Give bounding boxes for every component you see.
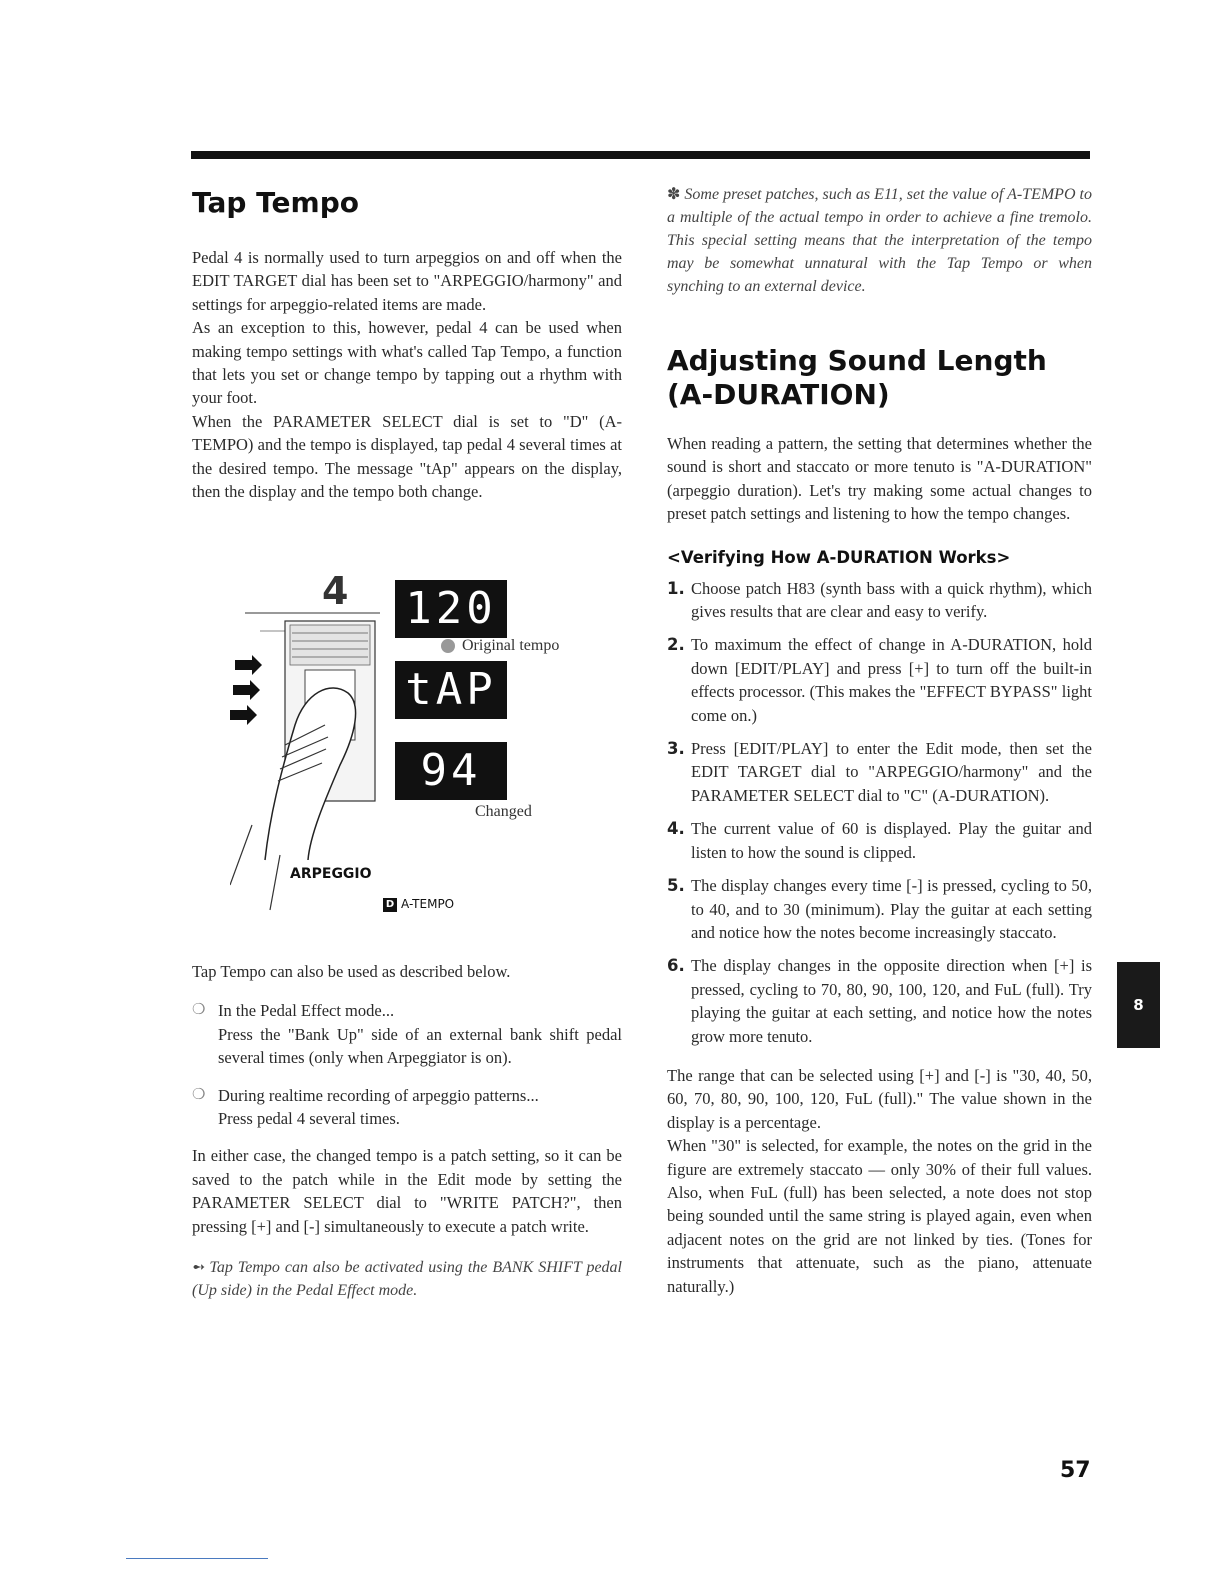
footer-line <box>126 1558 268 1559</box>
left-column-lower <box>192 960 622 1302</box>
display-original: 120 <box>395 580 507 638</box>
bullet-1-line-1: In the Pedal Effect mode... <box>218 1001 395 1021</box>
step-number: 2. <box>667 635 685 655</box>
display-changed: 94 <box>395 742 507 800</box>
preset-patch-note <box>667 183 1092 298</box>
label-changed: Changed <box>475 803 532 820</box>
bullet-2-line-1: During realtime recording of arpeggio patterns... <box>218 1085 539 1105</box>
step-number: 5. <box>667 876 685 896</box>
right-column <box>667 183 1092 1298</box>
preset-note-text: Some preset patches, such as E11, set the value of A-TEMPO to a multiple of the actual tempo in order to achieve a fine tremolo. This special setting means that the interpretation of the tempo may be somewhat unnatural with the Tap Tempo or when synching to an external device. <box>667 186 1092 295</box>
step-text: Press [EDIT/PLAY] to enter the Edit mode, then set the EDIT TARGET dial to "ARPEGGIO/harmony" and the PARAMETER SELECT dial to "C" (A-DURATION). <box>691 739 1092 805</box>
step-item <box>667 737 1092 807</box>
step-text: The display changes in the opposite direction when [+] is pressed, cycling to 70, 80, 90, 100, 120, and FuL (full). Try playing the guitar at each setting, and notice how the notes grow more tenuto. <box>691 956 1092 1046</box>
tap-tempo-note <box>192 1256 622 1302</box>
chapter-tab: 8 <box>1117 962 1160 1048</box>
label-arpeggio: ARPEGGIO <box>290 866 372 882</box>
a-duration-para-1: When reading a pattern, the setting that determines whether the sound is short and staccato or more tenuto is "A-DURATION" (arpeggio duration). Let's try making some actual changes to preset patch settings and listening to how the tempo changes. <box>667 434 1092 524</box>
tap-tempo-para-5: In either case, the changed tempo is a patch setting, so it can be saved to the patch while in the Edit mode by setting the PARAMETER SELECT dial to "WRITE PATCH?", then pressing [+] and [-] simultaneously to execute a patch write. <box>192 1146 622 1236</box>
title-line-1: Adjusting Sound Length <box>667 344 1047 377</box>
step-item <box>667 817 1092 864</box>
tap-tempo-para-2: As an exception to this, however, pedal 4 can be used when making tempo settings with what's called Tap Tempo, a function that lets you set or change tempo by tapping out a rhythm with your foot. <box>192 318 622 408</box>
step-number: 3. <box>667 739 685 759</box>
step-item <box>667 577 1092 624</box>
a-duration-para-3: When "30" is selected, for example, the notes on the grid in the figure are extremely staccato — only 30% of their full values. Also, when FuL (full) has been selected, a note does not stop being sounded until the same string is played again, even when adjacent notes on the grid are not linked by ties. (Tones for instruments that attenuate, such as the piano, attenuate naturally.) <box>667 1136 1092 1296</box>
tap-tempo-figure <box>230 569 590 915</box>
bullet-1-line-2: Press the "Bank Up" side of an external bank shift pedal several times (only when Arpeggiator is on). <box>218 1024 622 1068</box>
step-text: The display changes every time [-] is pressed, cycling to 50, to 40, and to 30 (minimum). Play the guitar at each setting and notice how the notes become increasingly staccato. <box>691 876 1092 942</box>
top-rule <box>191 151 1090 159</box>
steps-list <box>667 577 1092 1048</box>
bullet-2-line-2: Press pedal 4 several times. <box>218 1109 400 1129</box>
a-duration-para-2: The range that can be selected using [+] and [-] is "30, 40, 50, 60, 70, 80, 90, 100, 120, FuL (full)." The value shown in the display is a percentage. <box>667 1065 1092 1132</box>
atempo-key-badge: D <box>383 898 397 912</box>
section-title-tap-tempo: Tap Tempo <box>192 186 360 219</box>
step-item <box>667 954 1092 1048</box>
step-number: 6. <box>667 956 685 976</box>
tap-tempo-para-1: Pedal 4 is normally used to turn arpeggios on and off when the EDIT TARGET dial has been set to "ARPEGGIO/harmony" and settings for arpeggio-related items are made. <box>192 248 622 314</box>
step-number: 4. <box>667 819 685 839</box>
pedal-number: 4 <box>322 569 349 613</box>
step-text: To maximum the effect of change in A-DURATION, hold down [EDIT/PLAY] and press [+] to turn off the built-in effects processor. (This makes the "EFFECT BYPASS" light come on.) <box>691 635 1092 725</box>
left-column <box>192 180 622 503</box>
label-original-tempo: Original tempo <box>462 637 560 654</box>
bullet-pedal-effect <box>192 999 622 1069</box>
bullet-realtime-recording <box>192 1084 622 1131</box>
title-line-2: (A-DURATION) <box>667 378 890 411</box>
bullet-mark: ❍ <box>192 1086 206 1103</box>
tap-tempo-para-4: Tap Tempo can also be used as described below. <box>192 962 511 981</box>
note-arrow-icon: ➻ <box>192 1259 206 1277</box>
display-tap: tAP <box>395 661 507 719</box>
page-number: 57 <box>1060 1458 1091 1483</box>
section-title-a-duration <box>667 344 1092 412</box>
step-text: Choose patch H83 (synth bass with a quick rhythm), which gives results that are clear and easy to verify. <box>691 578 1092 622</box>
note-text: Tap Tempo can also be activated using the BANK SHIFT pedal (Up side) in the Pedal Effect mode. <box>192 1259 622 1300</box>
step-item <box>667 874 1092 944</box>
step-text: The current value of 60 is displayed. Play the guitar and listen to how the sound is clipped. <box>691 819 1092 862</box>
asterisk-icon: ✽ <box>667 186 681 203</box>
tap-tempo-para-3: When the PARAMETER SELECT dial is set to "D" (A-TEMPO) and the tempo is displayed, tap pedal 4 several times at the desired tempo. The message "tAp" appears on the display, then the display and the tempo both change. <box>192 411 622 502</box>
label-atempo: A-TEMPO <box>401 897 455 911</box>
step-number: 1. <box>667 578 685 598</box>
verifying-subheading: <Verifying How A-DURATION Works> <box>667 547 1011 567</box>
step-item <box>667 633 1092 727</box>
bullet-mark: ❍ <box>192 1002 206 1019</box>
